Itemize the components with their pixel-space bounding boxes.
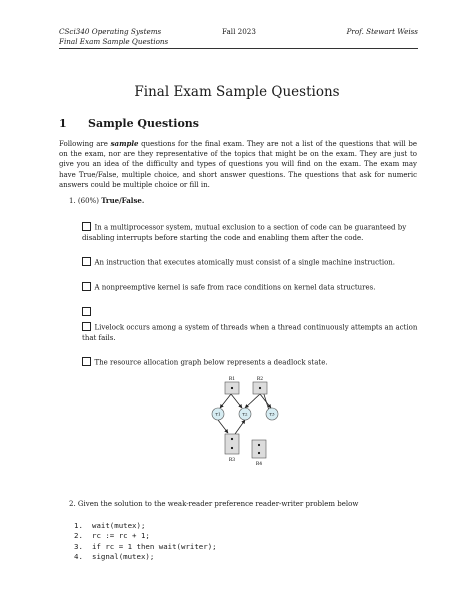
code-line <box>74 552 217 562</box>
code-line <box>74 542 217 552</box>
page-title: Final Exam Sample Questions <box>134 84 340 100</box>
code-listing <box>74 521 217 562</box>
statement-5 <box>82 322 418 343</box>
checkbox[interactable] <box>82 282 91 291</box>
statement-2 <box>82 257 418 268</box>
intro-emphasis: sample <box>110 139 139 148</box>
statement-text: A nonpreemptive kernel is safe from race conditions on kernel data structures. <box>94 283 376 292</box>
resource-r4 <box>252 440 266 458</box>
section-number: 1 <box>59 117 67 130</box>
label-t2: T2 <box>242 411 248 417</box>
statement-4 <box>82 307 418 318</box>
checkbox[interactable] <box>82 307 91 316</box>
header-course: CSci340 Operating Systems <box>59 27 162 36</box>
statement-text: Livelock occurs among a system of threads when a thread continuously attempts an action that fails. <box>82 323 418 342</box>
checkbox[interactable] <box>82 222 91 231</box>
header-subtitle: Final Exam Sample Questions <box>59 37 169 46</box>
checkbox[interactable] <box>82 322 91 331</box>
label-r4: R4 <box>255 462 263 467</box>
statement-1 <box>82 222 418 243</box>
question-1-number: 1. <box>69 197 76 205</box>
statement-text: In a multiprocessor system, mutual exclusion to a section of code can be guaranteed by disabling interrupts before starting the code and enabling them after the code. <box>82 223 407 242</box>
header-instructor: Prof. Stewart Weiss <box>346 27 418 36</box>
resource-r3 <box>225 434 239 454</box>
question-1-label: True/False. <box>101 196 145 205</box>
section-title: Sample Questions <box>88 117 199 130</box>
line-number: 1. <box>74 521 83 530</box>
code-text: if rc = 1 then wait(writer); <box>92 541 217 551</box>
code-text: rc := rc + 1; <box>92 531 150 541</box>
header-term: Fall 2023 <box>222 27 256 36</box>
code-line <box>74 521 217 531</box>
statement-text: An instruction that executes atomically must consist of a single machine instruction. <box>94 258 396 267</box>
statement-text: The resource allocation graph below represents a deadlock state. <box>94 358 328 367</box>
question-1 <box>69 196 144 205</box>
statement-3 <box>82 282 418 293</box>
label-r3: R3 <box>228 458 236 463</box>
intro-pre: Following are <box>59 140 111 148</box>
label-r2: R2 <box>256 377 264 382</box>
line-number: 3. <box>74 541 83 551</box>
label-r1: R1 <box>228 377 236 382</box>
code-text: signal(mutex); <box>92 551 155 561</box>
code-line <box>74 531 217 541</box>
checkbox[interactable] <box>82 257 91 266</box>
resource-allocation-graph <box>200 372 290 472</box>
section-heading <box>59 117 199 130</box>
question-2 <box>69 500 358 508</box>
question-2-number: 2. <box>69 500 76 508</box>
line-number: 4. <box>74 551 83 561</box>
checkbox[interactable] <box>82 357 91 366</box>
label-t3: T3 <box>269 411 275 417</box>
line-number: 2. <box>74 531 83 541</box>
label-t1: T1 <box>215 411 221 417</box>
question-1-points: (60%) <box>77 197 99 205</box>
question-2-text: Given the solution to the weak-reader preference reader-writer problem below <box>77 500 359 508</box>
statement-6 <box>82 357 418 368</box>
intro-paragraph <box>59 139 417 190</box>
intro-post: questions for the final exam. They are not a list of the questions that will be on the exam, nor are they representative of the topics that might be on the exam. They are just to give you an idea of the difficulty and types of questions you will find on the exam. The exam may have True/False, multiple choice, and short answer questions. The questions that ask for numeric answers could be multiple choice or fill in. <box>59 140 417 189</box>
code-text: wait(mutex); <box>92 521 146 530</box>
header-rule <box>59 48 418 49</box>
